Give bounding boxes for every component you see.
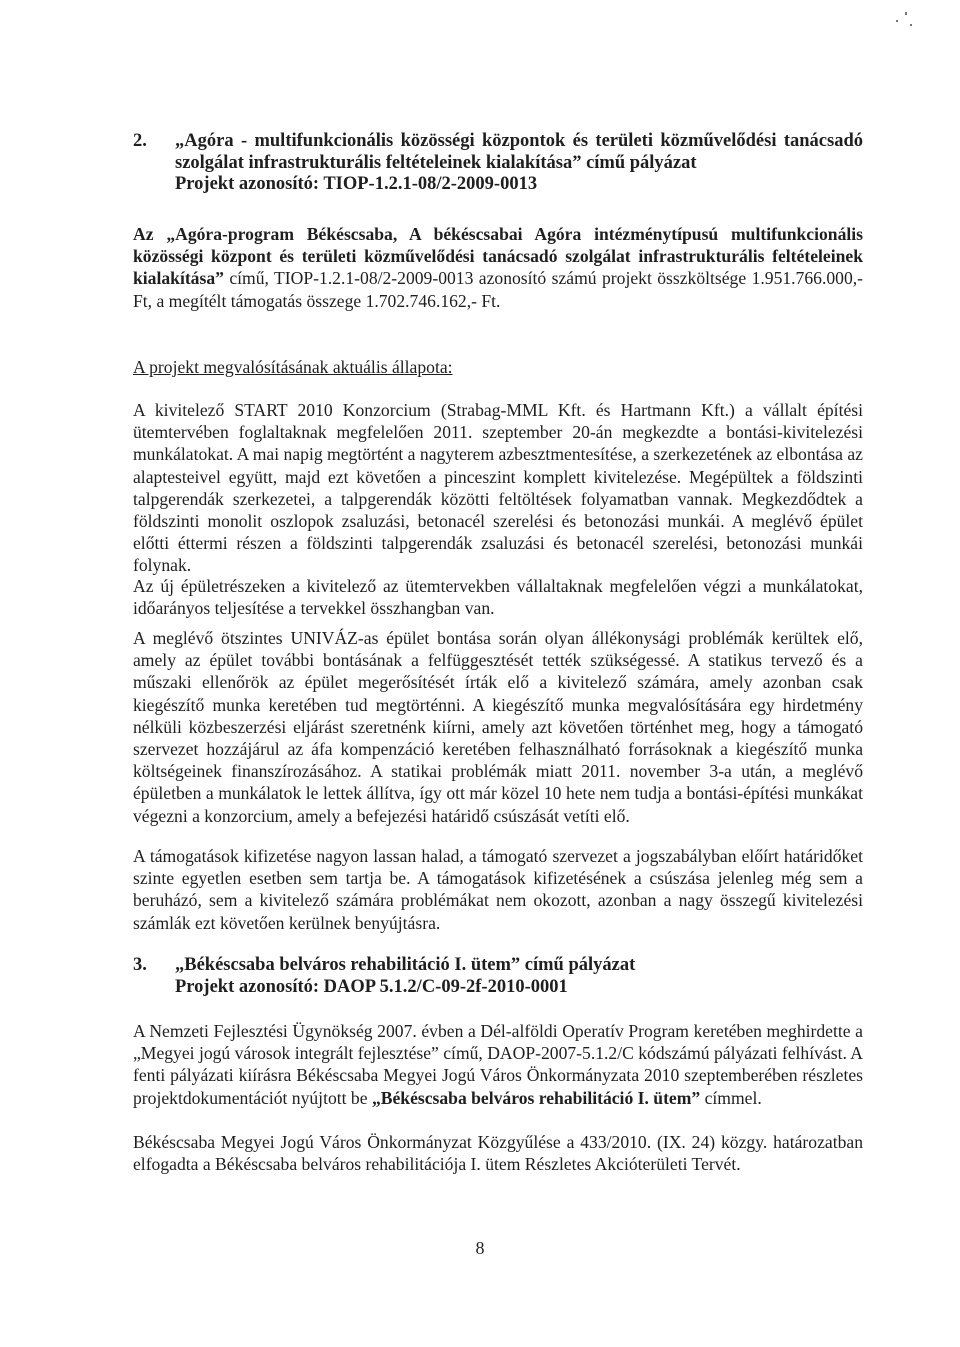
scan-speck: [910, 24, 912, 26]
section-3-p1-bold: „Békéscsaba belváros rehabilitáció I. ütem”: [371, 1087, 701, 1108]
section-3-title: „Békéscsaba belváros rehabilitáció I. ütem” című pályázat: [175, 955, 636, 975]
section-2-paragraph-1: A kivitelező START 2010 Konzorcium (Strabag-MML Kft. és Hartmann Kft.) a vállalt építési ütemtervében foglaltaknak megfelelően 2011. szeptember 20-án megkezdte a bontási-kivitelezési munkálatokat. A mai napig megtörtént a nagyterem azbesztmentesítése, a szerkezetének az elbontása az alaptesteivel együtt, majd ezt követően a pinceszint komplett kivitelezése. Megépültek a földszinti talpgerendák szerkezetei, a talpgerendák közötti feltöltések folyamatban vannak. Megkezdődtek a földszinti monolit oszlopok zsaluzási, betonacél szerelési és betonozási munkái. A meglévő épület előtti éttermi részen a földszinti talpgerendák zsaluzási és betonacél szerelési, betonozási munkái folynak.: [133, 400, 863, 576]
section-3-p1-b: címmel.: [700, 1087, 762, 1108]
section-2-number: 2.: [133, 131, 147, 151]
page-number: 8: [475, 1238, 485, 1258]
section-2-paragraph-3: A meglévő ötszintes UNIVÁZ-as épület bontása során olyan állékonysági problémák kerültek elő, amely az épület további bontásának a felfüggesztését tették szükségessé. A statikus tervező és a műszaki ellenőrök az épület megerősítését írták elő a kivitelező számára, amely azonban csak kiegészítő munka keretében tud megtörténni. A kiegészítő munka megvalósítására egy hirdetmény nélküli közbeszerzési eljárást szeretnénk kiírni, amely azt követően történhet meg, hogy a támogató szervezet hozzájárul az áfa kompenzáció keretében felhasználható forrásoknak a kiegészítő munka költségeinek finanszírozásához. A statikai problémák miatt 2011. november 3-a után, a meglévő épületben a munkálatok le lettek állítva, így ott már közel 10 hete nem tudja a bontási-építési munkákat végezni a konzorcium, amely a befejezési határidő csúszását vetíti elő.: [133, 628, 863, 826]
section-2-paragraph-4: A támogatások kifizetése nagyon lassan halad, a támogató szervezet a jogszabályban előírt határidőket szinte egyetlen esetben sem tartja be. A támogatások kifizetésének a csúszása jelenleg még sem a beruházó, sem a kivitelező számára problémákat nem okozott, azonban a nagy összegű kivitelezési számlák ezt követően kerülnek benyújtásra.: [133, 846, 863, 933]
section-2-paragraph-2: Az új épületrészeken a kivitelező az ütemtervekben vállaltaknak megfelelően végzi a munkálatokat, időarányos teljesítése a tervekkel összhangban van.: [133, 576, 863, 619]
section-2-intro-rest: című, TIOP-1.2.1-08/2-2009-0013 azonosító számú projekt összköltsége 1.951.766.000,- Ft, a megítélt támogatás összege 1.702.746.162,- Ft.: [133, 268, 863, 311]
scan-speck: [905, 12, 907, 15]
scan-speck: [896, 20, 898, 22]
section-3-paragraph-2: Békéscsaba Megyei Jogú Város Önkormányzat Közgyűlése a 433/2010. (IX. 24) közgy. határozatban elfogadta a Békéscsaba belváros rehabilitációja I. ütem Részletes Akcióterületi Tervét.: [133, 1132, 863, 1175]
section-2-intro-bold: Az „Agóra-program Békéscsaba, A békéscsabai Agóra intézménytípusú multifunkcionális közösségi központ és területi közművelődési tanácsadó szolgálat infrastrukturális feltételeinek kialakítása”: [133, 224, 863, 289]
section-3-heading: [133, 955, 863, 998]
section-3-p1-a: A Nemzeti Fejlesztési Ügynökség 2007. évben a Dél-alföldi Operatív Program keretében meghirdette a „Megyei jogú városok integrált fejlesztése” című, DAOP-2007-5.1.2/C kódszámú pályázati felhívást. A fenti pályázati kiírásra Békéscsaba Megyei Jogú Város Önkormányzata 2010 szeptemberében részletes projektdokumentációt nyújtott be: [133, 1021, 863, 1108]
section-3-project-id: Projekt azonosító: DAOP 5.1.2/C-09-2f-2010-0001: [175, 976, 568, 997]
section-2-heading: [133, 131, 863, 196]
status-title: A projekt megvalósításának aktuális állapota:: [133, 357, 453, 377]
section-2-intro: [133, 223, 863, 312]
section-2-title: „Agóra - multifunkcionális közösségi központok és területi közművelődési tanácsadó szolgálat infrastrukturális feltételeinek kialakítása” című pályázat: [175, 131, 863, 173]
section-3-number: 3.: [133, 955, 147, 975]
section-3-paragraph-1: [133, 1020, 863, 1109]
section-2-project-id: Projekt azonosító: TIOP-1.2.1-08/2-2009-0013: [175, 174, 538, 194]
